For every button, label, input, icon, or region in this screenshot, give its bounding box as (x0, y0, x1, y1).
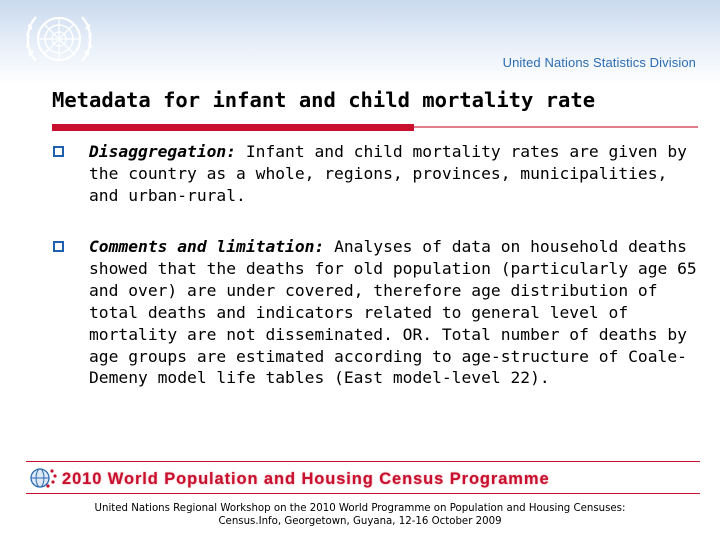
census-globe-icon (26, 466, 58, 490)
footer-rule-top (26, 461, 700, 462)
footer-line-2: Census.Info, Georgetown, Guyana, 12-16 October 2009 (218, 516, 502, 527)
bullet-disaggregation (53, 141, 703, 207)
title-underline-red (52, 124, 414, 131)
bullet-body: Infant and child mortality rates are given by the country as a whole, regions, provinces, municipalities, and urban-rural. (89, 142, 687, 205)
bullet-body: Analyses of data on household deaths showed that the deaths for old population (particularly age 65 and over) are under covered, therefore age distribution of total deaths and indicators related to general level of mortality are not disseminated. OR. Total number of deaths by age groups are estimated according to age-structure of Coale-Demeny model life tables (East model-level 22). (89, 237, 697, 388)
census-programme-banner: 2010 World Population and Housing Census Programme (62, 470, 550, 488)
header-band (0, 0, 720, 84)
bullet-lead: Disaggregation: (89, 142, 237, 161)
square-bullet-icon (53, 146, 64, 157)
slide-title: Metadata for infant and child mortality rate (52, 88, 596, 112)
bullet-comments-limitation (53, 236, 703, 389)
square-bullet-icon (53, 241, 64, 252)
title-underline-thin (414, 126, 698, 128)
footer-line-1: United Nations Regional Workshop on the 2010 World Programme on Population and Housing Censuses: (94, 503, 626, 514)
footer-rule-bottom (26, 493, 700, 494)
un-emblem-icon (22, 9, 96, 71)
bullet-text (89, 236, 703, 389)
division-name: United Nations Statistics Division (502, 55, 696, 70)
bullet-text (89, 141, 703, 207)
footer-text (20, 502, 700, 528)
bullet-lead: Comments and limitation: (89, 237, 325, 256)
